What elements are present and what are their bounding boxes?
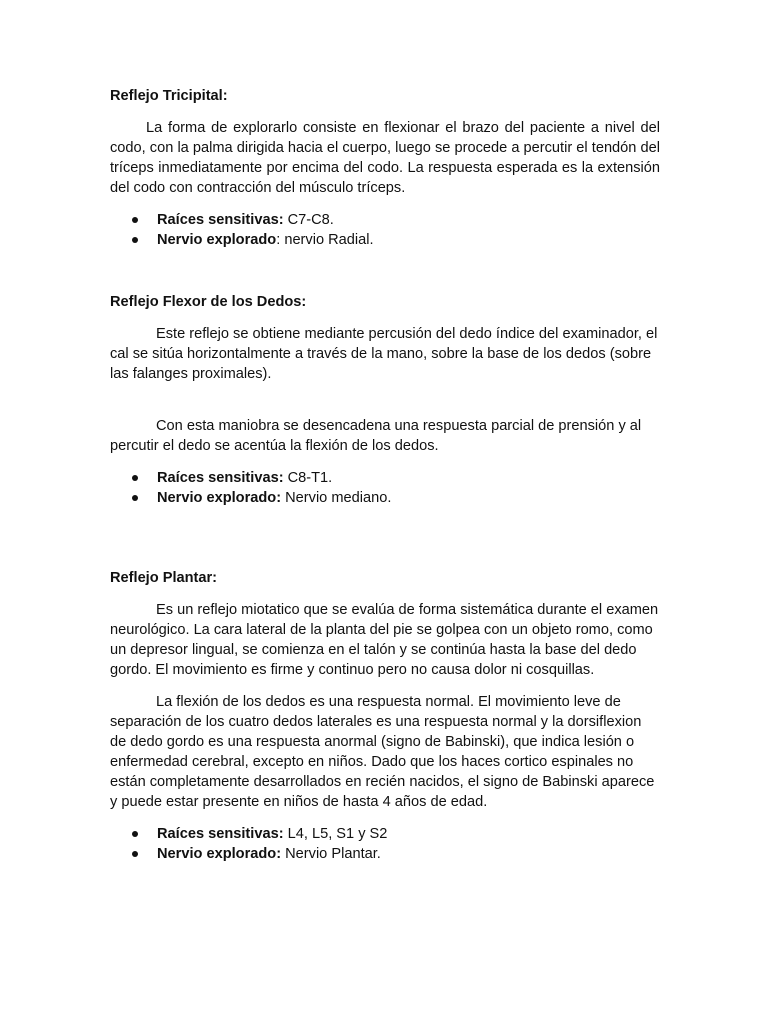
list-item	[110, 230, 660, 250]
bullet-icon	[132, 475, 138, 481]
paragraph: La flexión de los dedos es una respuesta normal. El movimiento leve de separación de los cuatro dedos laterales es una respuesta normal y la dorsiflexion de dedo gordo es una respuesta anormal (signo de Babinski), que indica lesión o enfermedad cerebral, excepto en niños. Dado que los haces cortico espinales no están completamente desarrollados en recién nacidos, el signo de Babinski aparece y puede estar presente en niños de hasta 4 años de edad.	[110, 694, 655, 810]
item-value: : nervio Radial.	[276, 232, 374, 248]
item-value: L4, L5, S1 y S2	[283, 826, 388, 842]
item-label: Nervio explorado:	[157, 846, 282, 862]
section-reflejo-tricipital	[110, 86, 660, 250]
paragraph: Es un reflejo miotatico que se evalúa de forma sistemática durante el examen neurológico. La cara lateral de la planta del pie se golpea con un objeto romo, como un depresor lingual, se comienza en el talón y se continúa hasta la base del dedo gordo. El movimiento es firme y continuo pero no causa dolor ni cosquillas.	[110, 602, 659, 678]
item-label: Raíces sensitivas:	[157, 470, 284, 486]
section-heading: Reflejo Tricipital:	[110, 88, 228, 104]
paragraph: Con esta maniobra se desencadena una respuesta parcial de prensión y al percutir el dedo se acentúa la flexión de los dedos.	[110, 418, 642, 454]
list-item	[110, 844, 660, 864]
bullet-list	[110, 210, 660, 250]
bullet-icon	[132, 217, 138, 223]
bullet-icon	[132, 831, 138, 837]
item-label: Raíces sensitivas:	[157, 212, 284, 228]
item-value: Nervio mediano.	[281, 490, 392, 506]
paragraph: La forma de explorarlo consiste en flexionar el brazo del paciente a nivel del codo, con la palma dirigida hacia el cuerpo, luego se procede a percutir el tendón del tríceps inmediatamente por encima del codo. La respuesta esperada es la extensión del codo con contracción del músculo tríceps.	[110, 120, 660, 196]
paragraph: Este reflejo se obtiene mediante percusión del dedo índice del examinador, el cal se sitúa horizontalmente a través de la mano, sobre la base de los dedos (sobre las falanges proximales).	[110, 326, 658, 382]
bullet-icon	[132, 851, 138, 857]
section-reflejo-flexor-dedos	[110, 292, 660, 508]
list-item	[110, 210, 660, 230]
item-value: Nervio Plantar.	[281, 846, 381, 862]
section-heading: Reflejo Plantar:	[110, 570, 218, 586]
item-label: Raíces sensitivas:	[157, 826, 284, 842]
list-item	[110, 468, 660, 488]
item-label: Nervio explorado	[157, 232, 277, 248]
bullet-list	[110, 824, 660, 864]
item-label: Nervio explorado:	[157, 490, 282, 506]
bullet-icon	[132, 237, 138, 243]
list-item	[110, 488, 660, 508]
item-value: C7-C8.	[283, 212, 334, 228]
document-page	[110, 86, 660, 864]
item-value: C8-T1.	[283, 470, 333, 486]
section-reflejo-plantar	[110, 568, 660, 864]
bullet-list	[110, 468, 660, 508]
bullet-icon	[132, 495, 138, 501]
list-item	[110, 824, 660, 844]
section-heading: Reflejo Flexor de los Dedos:	[110, 294, 307, 310]
